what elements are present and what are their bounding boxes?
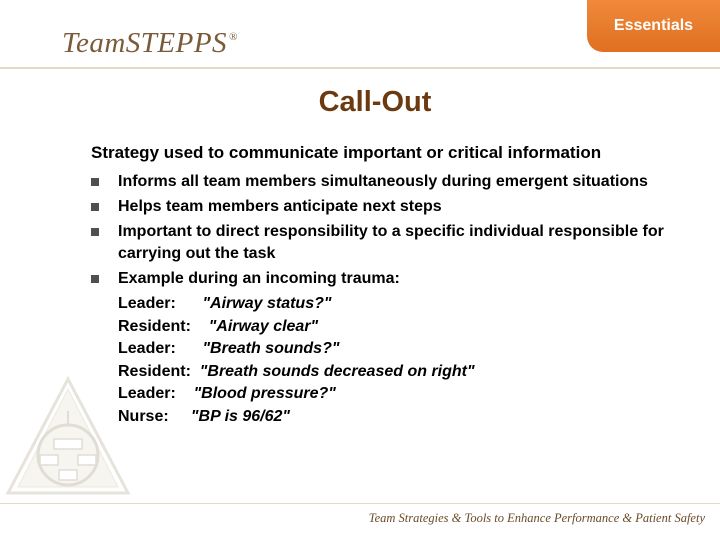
trauma-dialogue [91, 293, 671, 428]
slide-body [91, 142, 671, 428]
dialogue-line [118, 383, 671, 406]
bullet-text: Informs all team members simultaneously during emergent situations [118, 173, 648, 190]
speaker: Leader: [118, 340, 176, 357]
bullet-text: Helps team members anticipate next steps [118, 198, 442, 215]
header-divider [0, 67, 720, 69]
bullet-text: Important to direct responsibility to a specific individual responsible for carrying out the task [118, 223, 664, 262]
square-bullet-icon [91, 178, 99, 186]
logo-text: TeamSTEPPS [62, 27, 228, 59]
square-bullet-icon [91, 203, 99, 211]
speaker: Leader: [118, 295, 176, 312]
utterance: "Breath sounds decreased on right" [199, 362, 475, 380]
speaker: Nurse: [118, 407, 169, 425]
square-bullet-icon [91, 228, 99, 236]
speaker: Resident: [118, 362, 191, 380]
dialogue-line [118, 316, 671, 339]
bullet-text: Example during an incoming trauma: [118, 270, 400, 287]
footer-tagline: Team Strategies & Tools to Enhance Performance & Patient Safety [368, 511, 705, 525]
bullet-item [91, 221, 671, 265]
bullet-list [91, 171, 671, 290]
registered-mark: ® [229, 31, 238, 43]
bullet-item [91, 268, 671, 290]
utterance: "Airway clear" [208, 317, 319, 335]
dialogue-line [118, 406, 671, 429]
essentials-badge [587, 0, 720, 52]
footer-divider [0, 503, 720, 504]
bullet-item [91, 196, 671, 218]
utterance: "BP is 96/62" [190, 407, 290, 425]
utterance: "Breath sounds?" [202, 340, 340, 357]
teamstepps-logo [62, 27, 238, 60]
utterance: "Blood pressure?" [193, 385, 336, 402]
utterance: "Airway status?" [202, 295, 332, 312]
dialogue-line [118, 338, 671, 361]
bullet-item [91, 171, 671, 193]
dialogue-line [118, 293, 671, 316]
dialogue-line [118, 361, 671, 384]
square-bullet-icon [91, 275, 99, 283]
slide-title: Call-Out [318, 86, 432, 118]
essentials-label: Essentials [613, 17, 694, 34]
speaker: Leader: [118, 385, 176, 402]
intro-text: Strategy used to communicate important or critical information [91, 143, 602, 162]
speaker: Resident: [118, 317, 191, 335]
